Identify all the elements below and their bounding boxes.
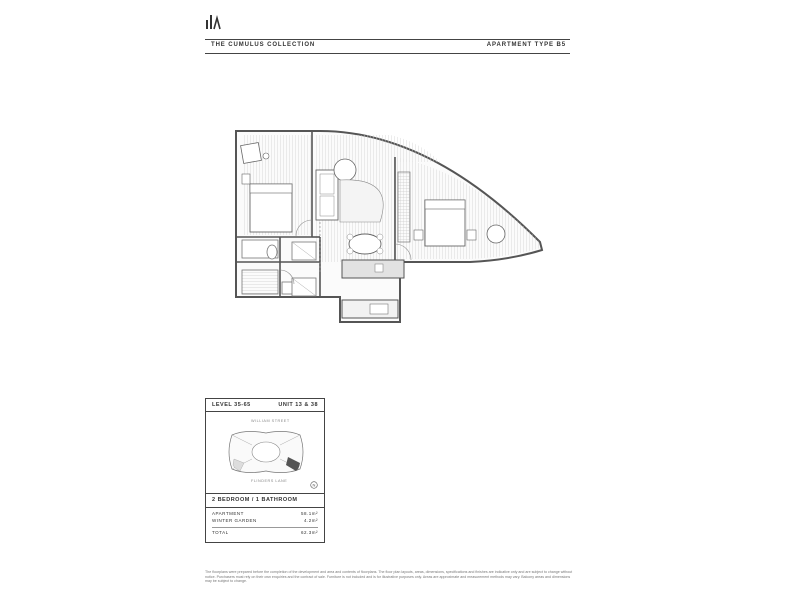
sink-icon [370, 304, 388, 314]
armchair-icon [241, 143, 262, 164]
floor-plan [220, 122, 560, 332]
bedroom-2-floor [395, 157, 540, 259]
compass-icon [310, 481, 318, 489]
developer-logo-icon [205, 14, 221, 30]
unit-label: UNIT 13 & 38 [278, 402, 318, 408]
level-label: LEVEL 35-65 [212, 402, 251, 408]
area-row-label: APARTMENT [212, 511, 244, 516]
header-bar [205, 39, 570, 54]
svg-text:N: N [312, 482, 316, 488]
kitchen-island [342, 260, 404, 278]
disclaimer-text: The floorplans were prepared before the completion of the development and area and contents of floorplans. The floor plan layouts, areas, dimensions, specifications and finishes are indicative only and are subject to change without notice. Purchasers must rely on their own enquiries and the contract of sale. Furniture is not included and is for illustrative purposes only. Areas are approximate and measurement methods may vary. Balcony areas and dimensions may be subject to change. [205, 570, 573, 584]
apartment-type-title: APARTMENT TYPE B5 [486, 42, 566, 48]
apartment-type-label: 2 BEDROOM / 1 BATHROOM [212, 497, 298, 503]
street-bottom-label: FLINDERS LANE [251, 479, 288, 483]
shower [242, 270, 278, 294]
chair-icon [487, 225, 505, 243]
toilet-icon [267, 245, 277, 259]
dining-table-icon [349, 234, 381, 254]
total-value: 62.3m² [300, 530, 318, 535]
area-row-value: 4.2m² [303, 518, 318, 523]
key-plan-panel [205, 398, 325, 543]
total-label: TOTAL [212, 530, 229, 535]
collection-title: THE CUMULUS COLLECTION [211, 42, 316, 48]
area-row-value: 58.1m² [300, 511, 318, 516]
area-row-label: WINTER GARDEN [212, 518, 257, 523]
building-key-plan [226, 427, 306, 477]
street-top-label: WILLIAM STREET [251, 419, 290, 423]
wardrobe [398, 172, 410, 242]
